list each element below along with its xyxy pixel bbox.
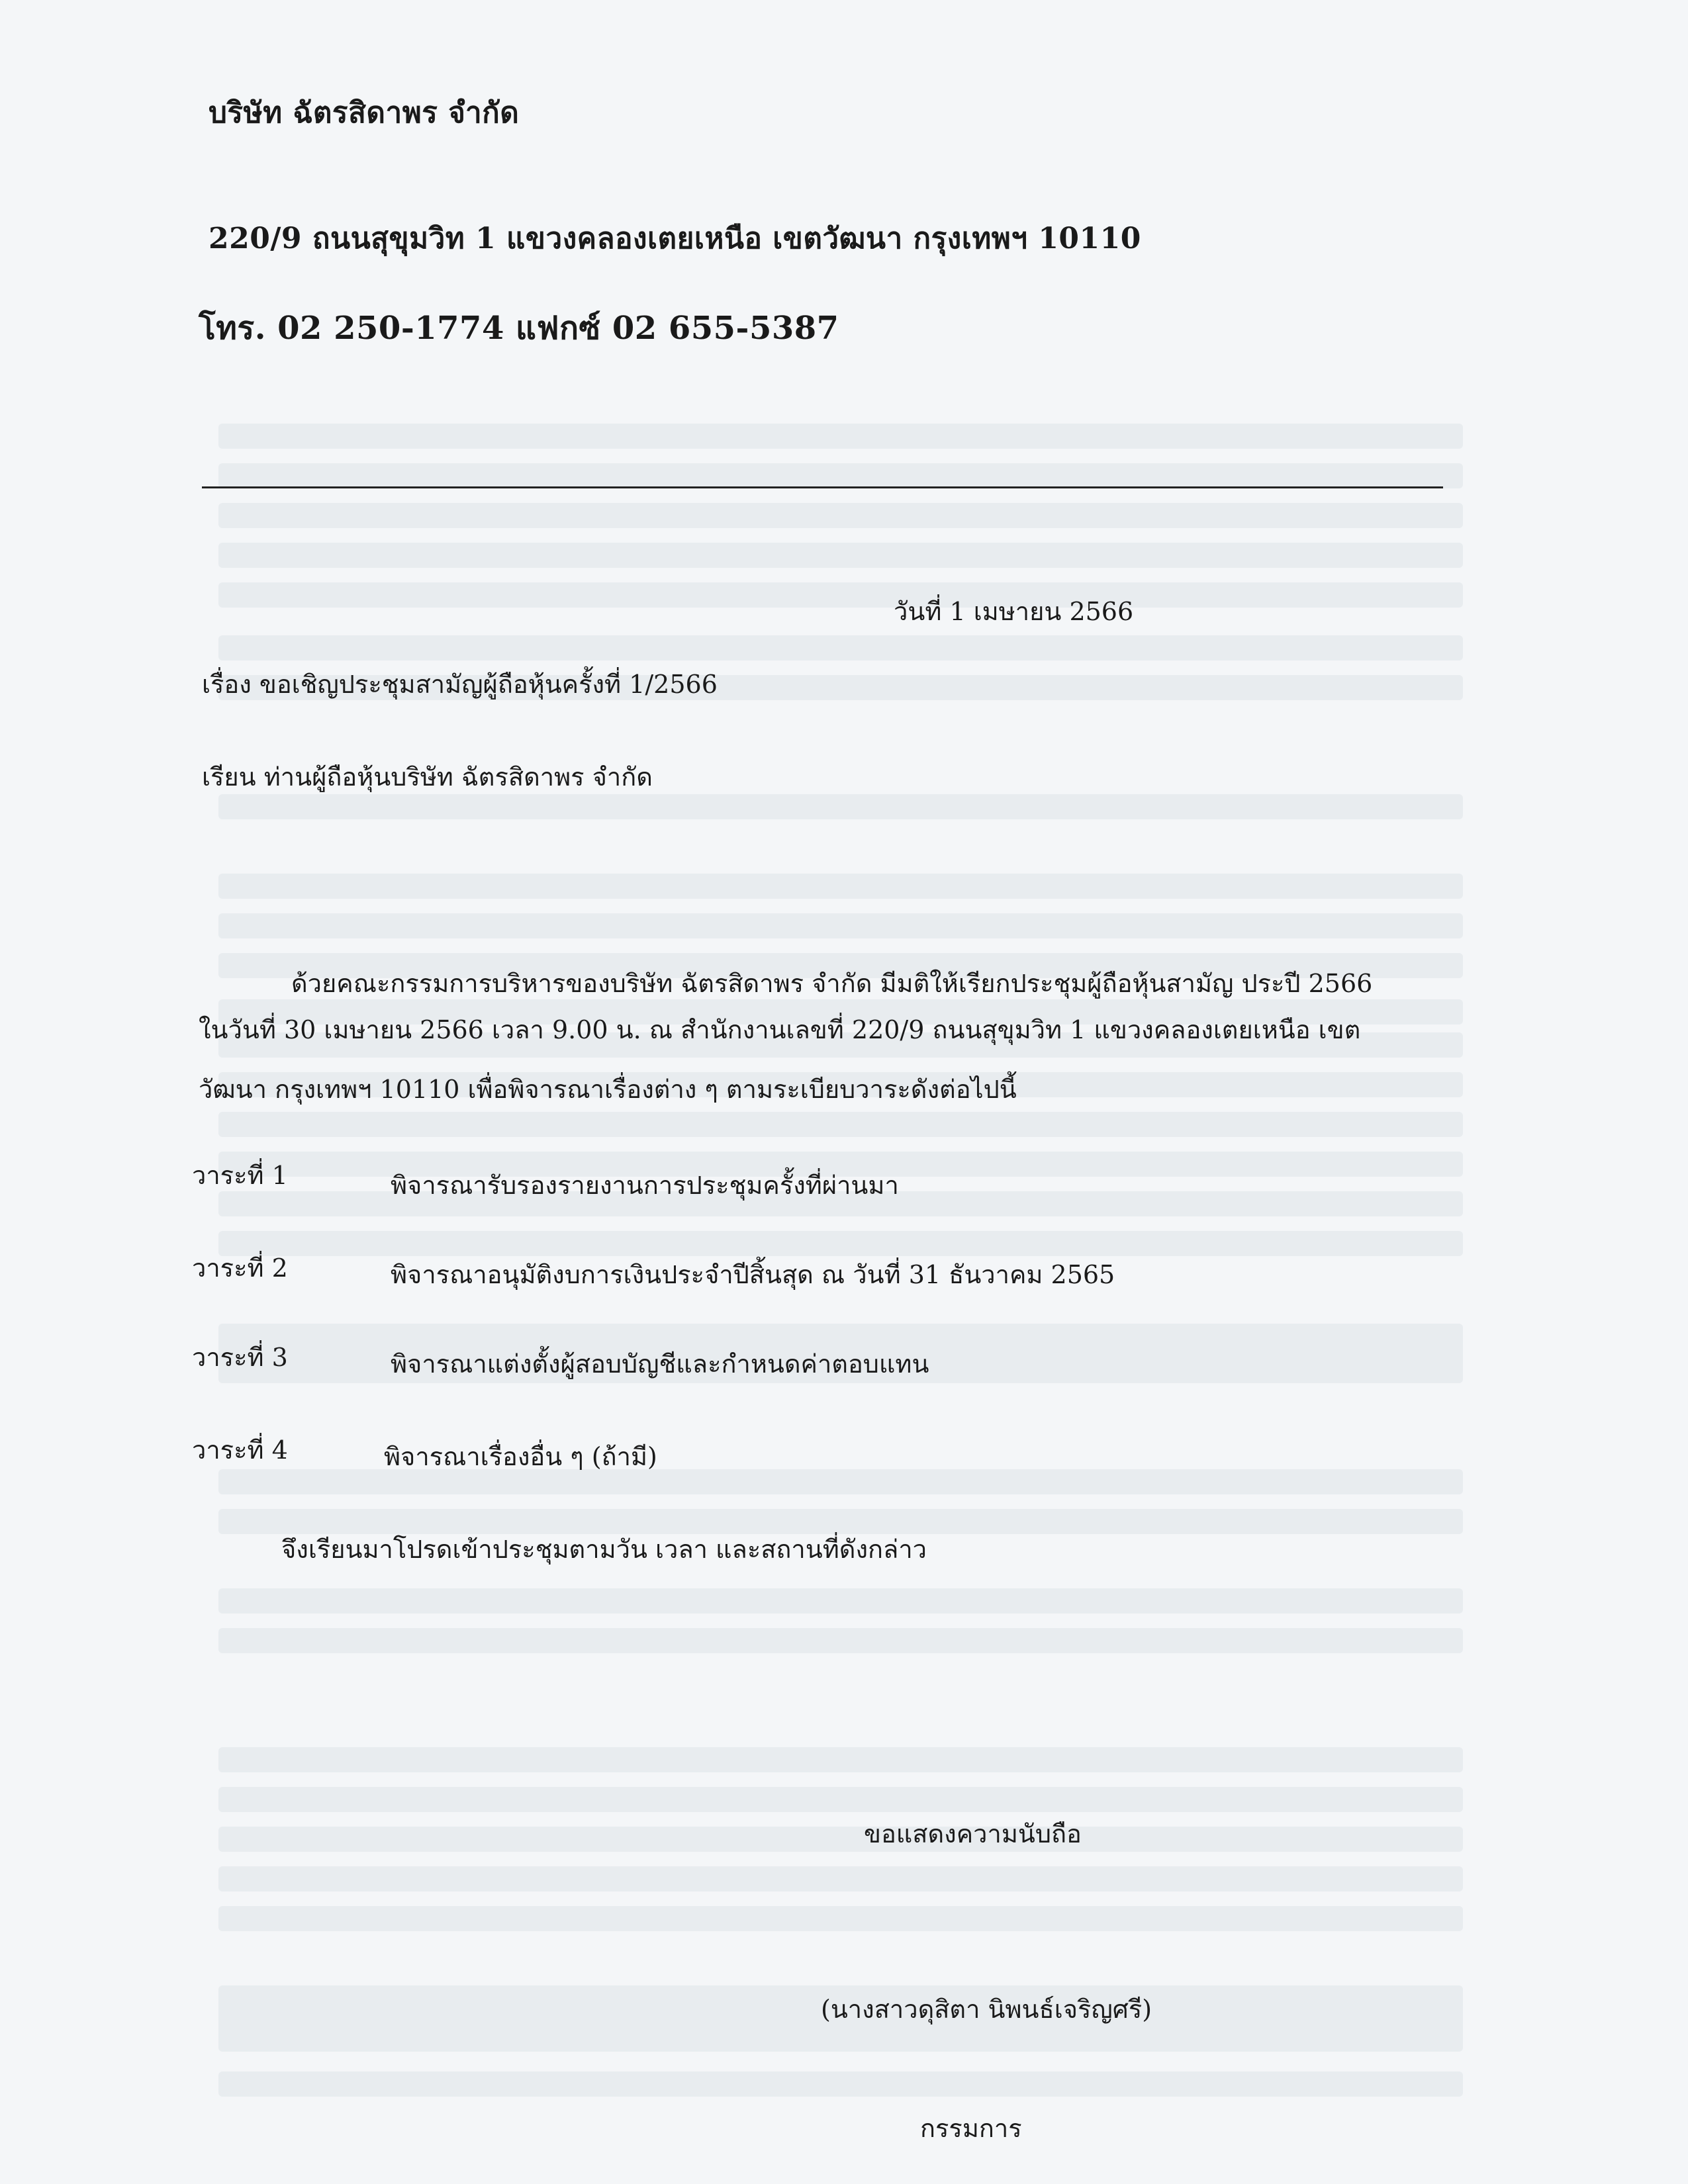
letter-subject: เรื่อง ขอเชิญประชุมสามัญผู้ถือหุ้นครั้งที่ 1/2566 [202, 670, 718, 699]
agenda-text: พิจารณารับรองรายงานการประชุมครั้งที่ผ่านมา [391, 1171, 899, 1200]
company-address: 220/9 ถนนสุขุมวิท 1 แขวงคลองเตยเหนือ เขตวัฒนา กรุงเทพฯ 10110 [209, 222, 1141, 255]
company-contact: โทร. 02 250-1774 แฟกซ์ 02 655-5387 [199, 310, 839, 347]
agenda-text: พิจารณาแต่งตั้งผู้สอบบัญชีและกำหนดค่าตอบแทน [391, 1349, 929, 1379]
body-line: ด้วยคณะกรรมการบริหารของบริษัท ฉัตรสิดาพร จำกัด มีมติให้เรียกประชุมผู้ถือหุ้นสามัญ ประปี 2566 [291, 969, 1373, 998]
agenda-label: วาระที่ 3 [192, 1343, 288, 1372]
letter-date: วันที่ 1 เมษายน 2566 [894, 597, 1134, 626]
signatory-name: (นางสาวดุสิตา นิพนธ์เจริญศรี) [821, 1995, 1152, 2024]
agenda-label: วาระที่ 2 [192, 1253, 288, 1283]
letterhead-divider [202, 486, 1443, 488]
body-line: ในวันที่ 30 เมษายน 2566 เวลา 9.00 น. ณ สำนักงานเลขที่ 220/9 ถนนสุขุมวิท 1 แขวงคลองเตยเหนือ เขต [199, 1015, 1361, 1044]
body-line: วัฒนา กรุงเทพฯ 10110 เพื่อพิจารณาเรื่องต่าง ๆ ตามระเบียบวาระดังต่อไปนี้ [199, 1075, 1017, 1104]
agenda-text: พิจารณาอนุมัติงบการเงินประจำปีสิ้นสุด ณ วันที่ 31 ธันวาคม 2565 [391, 1260, 1115, 1289]
complimentary-close: ขอแสดงความนับถือ [864, 1819, 1082, 1848]
signatory-title: กรรมการ [920, 2114, 1022, 2143]
agenda-label: วาระที่ 1 [192, 1161, 288, 1190]
company-name: บริษัท ฉัตรสิดาพร จำกัด [209, 96, 520, 130]
agenda-text: พิจารณาเรื่องอื่น ๆ (ถ้ามี) [384, 1442, 657, 1471]
closing-line: จึงเรียนมาโปรดเข้าประชุมตามวัน เวลา และสถานที่ดังกล่าว [281, 1535, 927, 1564]
agenda-label: วาระที่ 4 [192, 1435, 288, 1465]
letter-recipient: เรียน ท่านผู้ถือหุ้นบริษัท ฉัตรสิดาพร จำกัด [202, 762, 653, 792]
